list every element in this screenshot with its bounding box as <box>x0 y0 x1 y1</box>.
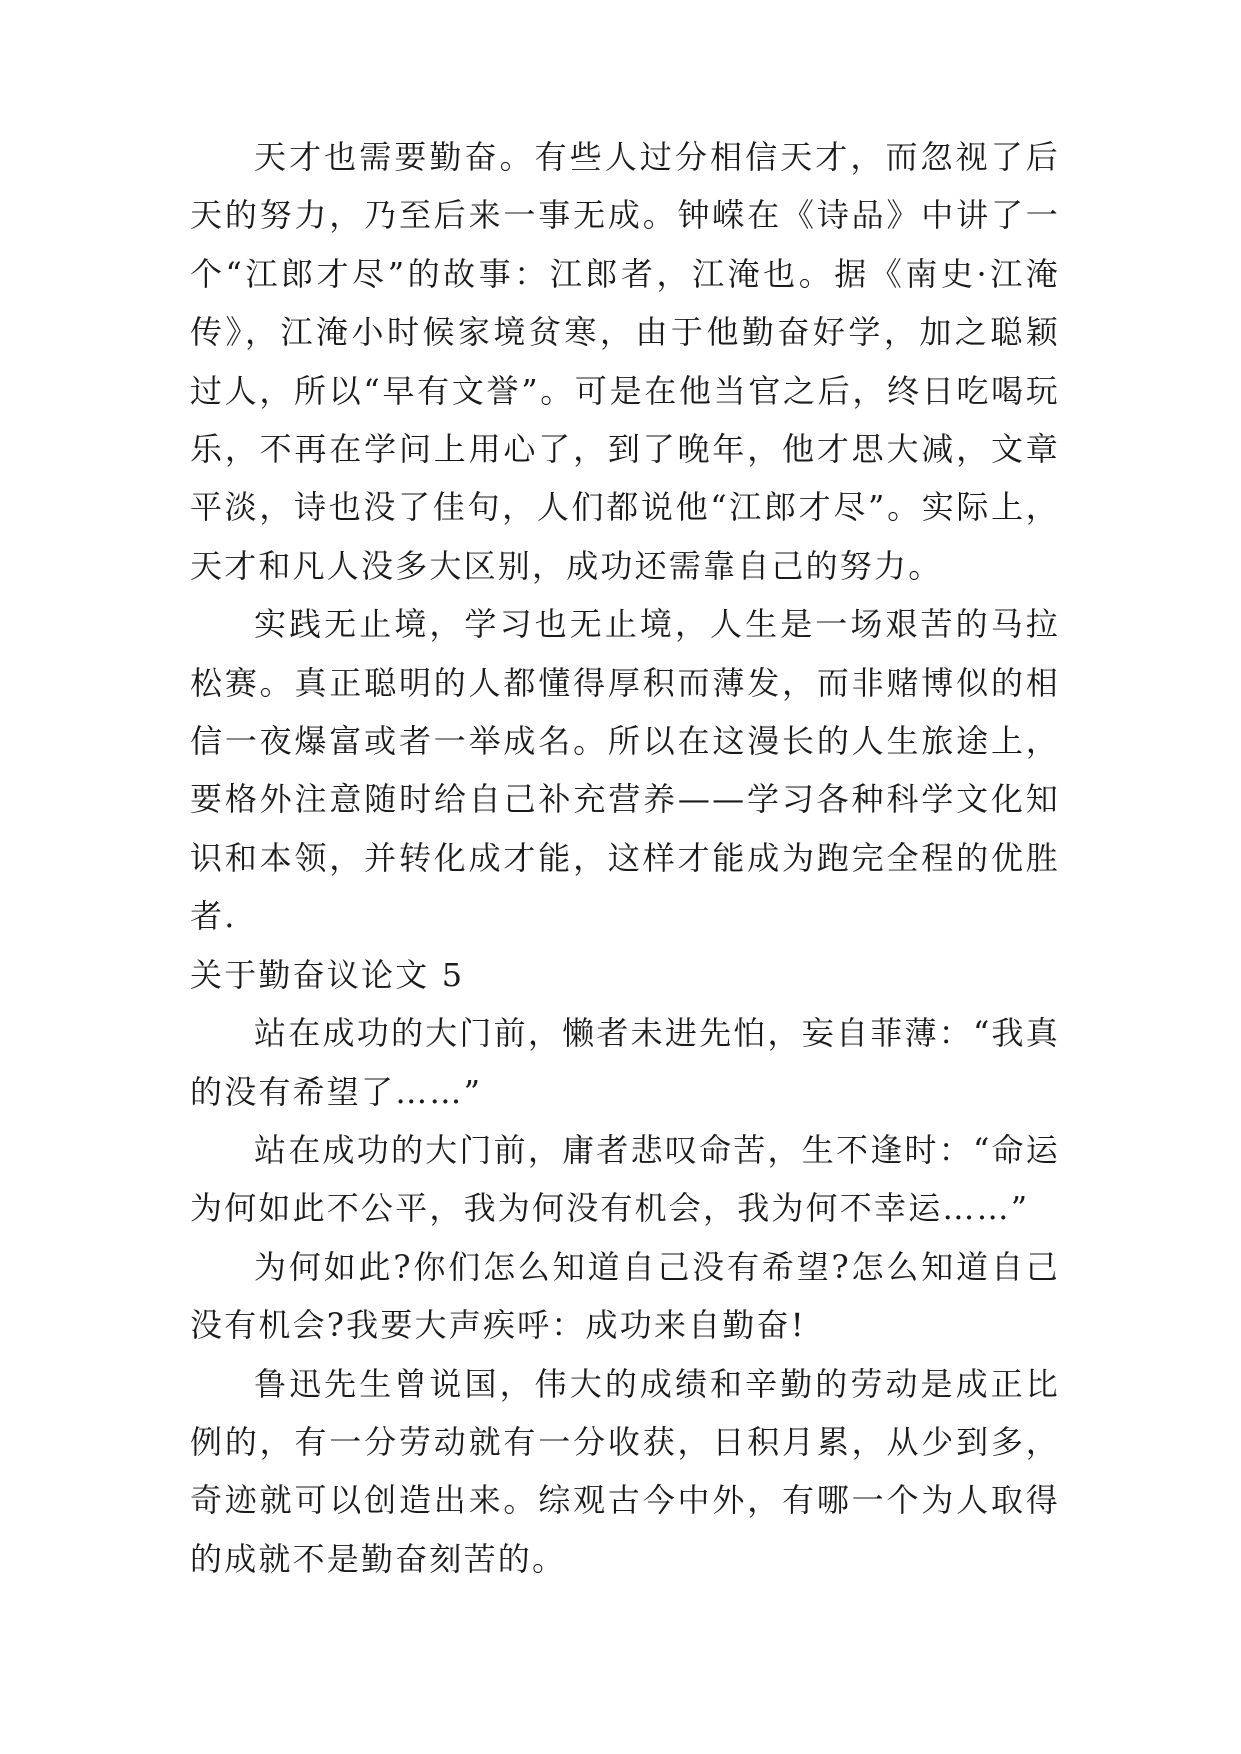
paragraph-mediocre: 站在成功的大门前，庸者悲叹命苦，生不逢时：“命运为何如此不公平，我为何没有机会，我为何不幸运……” <box>190 1130 1060 1228</box>
paragraph-marathon: 实践无止境，学习也无止境，人生是一场艰苦的马拉松赛。真正聪明的人都懂得厚积而薄发，而非赌博似的相信一夜爆富或者一举成名。所以在这漫长的人生旅途上，要格外注意随时给自己补充营养——学习各种科学文化知识和本领，并转化成才能，这样才能成为跑完全程的优胜者. <box>190 605 1060 936</box>
paragraph-genius-diligence: 天才也需要勤奋。有些人过分相信天才，而忽视了后天的努力，乃至后来一事无成。钟嵘在《诗品》中讲了一个“江郎才尽”的故事：江郎者，江淹也。据《南史·江淹传》，江淹小时候家境贫寒，由于他勤奋好学，加之聪颖过人，所以“早有文誉”。可是在他当官之后，终日吃喝玩乐，不再在学问上用心了，到了晚年，他才思大减，文章平淡，诗也没了佳句，人们都说他“江郎才尽”。实际上，天才和凡人没多大区别，成功还需靠自己的努力。 <box>190 138 1060 585</box>
paragraph-luxun: 鲁迅先生曾说国，伟大的成绩和辛勤的劳动是成正比例的，有一分劳动就有一分收获，日积月累，从少到多，奇迹就可以创造出来。综观古今中外，有哪一个为人取得的成就不是勤奋刻苦的。 <box>190 1364 1060 1578</box>
paragraph-call: 为何如此?你们怎么知道自己没有希望?怎么知道自己没有机会?我要大声疾呼：成功来自勤奋! <box>190 1247 1060 1345</box>
section-title: 关于勤奋议论文 5 <box>190 955 465 994</box>
document-body <box>190 128 1060 1588</box>
paragraph-lazy: 站在成功的大门前，懒者未进先怕，妄自菲薄：“我真的没有希望了……” <box>190 1014 1060 1111</box>
